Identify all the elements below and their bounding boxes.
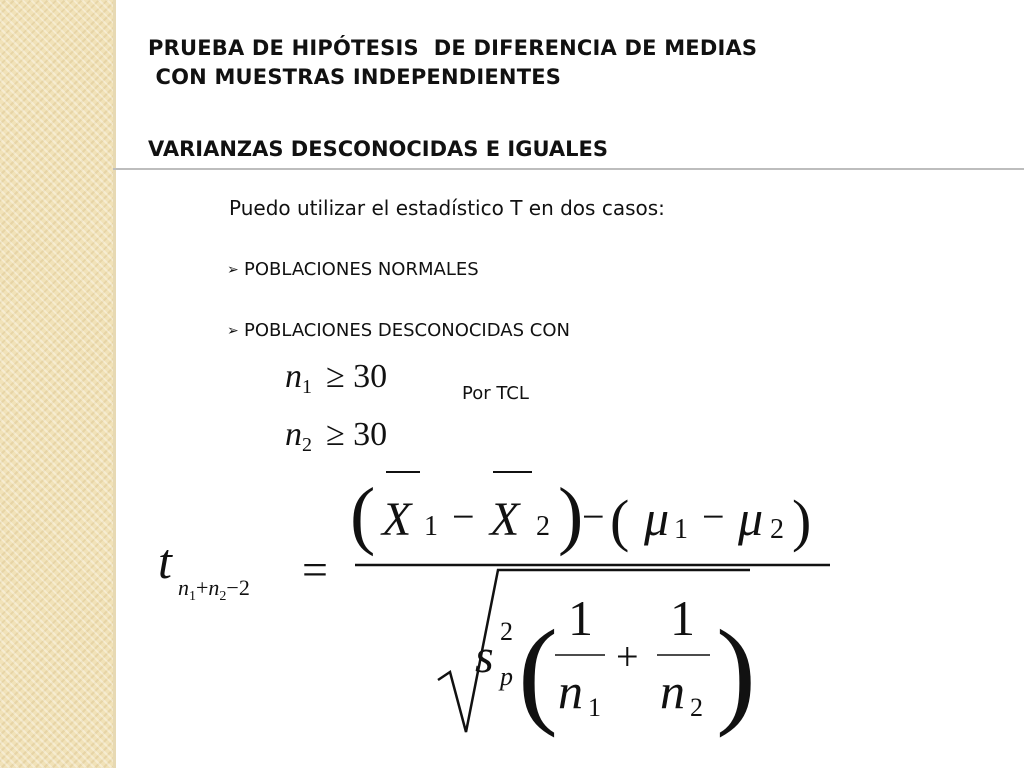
t-symbol: t [158, 533, 172, 589]
svg-text:μ: μ [738, 490, 764, 546]
equals-sign: = [302, 544, 328, 595]
svg-text:): ) [792, 488, 812, 553]
condition-subscript: 1 [302, 376, 312, 398]
svg-text:): ) [558, 473, 584, 557]
condition-relation: ≥ 30 [326, 416, 388, 453]
svg-text:1: 1 [568, 590, 593, 646]
bullet-item-normal [227, 259, 479, 280]
svg-text:2: 2 [690, 693, 703, 722]
svg-text:1: 1 [424, 511, 438, 542]
condition-subscript: 2 [302, 434, 312, 456]
condition-n1 [285, 358, 387, 399]
tcl-note: Por TCL [462, 383, 529, 404]
svg-text:−: − [702, 494, 725, 539]
decorative-side-strip [0, 0, 113, 768]
condition-relation: ≥ 30 [326, 358, 388, 395]
divider [113, 168, 1024, 170]
svg-text:): ) [716, 605, 756, 738]
arrow-bullet-icon: ➢ [227, 262, 239, 278]
title-line-2: CON MUESTRAS INDEPENDIENTES [148, 65, 562, 89]
svg-text:2: 2 [536, 511, 550, 542]
svg-text:n: n [558, 663, 583, 719]
bullet-label: POBLACIONES DESCONOCIDAS CON [244, 320, 570, 341]
svg-text:1: 1 [674, 514, 688, 545]
condition-variable: n [285, 416, 302, 453]
svg-text:+: + [616, 634, 639, 679]
t-subscript: $n_1+n_2-2$ [178, 575, 250, 604]
slide-subtitle: VARIANZAS DESCONOCIDAS E IGUALES [148, 137, 608, 161]
arrow-bullet-icon: ➢ [227, 323, 239, 339]
svg-text:1: 1 [670, 590, 695, 646]
bullet-label: POBLACIONES NORMALES [244, 259, 479, 280]
formula-graphic [150, 450, 850, 750]
svg-text:μ: μ [644, 490, 670, 546]
svg-text:1: 1 [588, 693, 601, 722]
svg-text:s: s [475, 630, 494, 683]
svg-text:−: − [582, 494, 605, 539]
svg-text:(: ( [610, 488, 630, 553]
svg-text:p: p [500, 662, 513, 691]
bullet-item-unknown [227, 320, 570, 341]
svg-text:2: 2 [770, 514, 784, 545]
slide-title [148, 34, 757, 92]
left-paren: ( [350, 473, 376, 557]
svg-text:n: n [660, 663, 685, 719]
condition-variable: n [285, 358, 302, 395]
svg-text:(: ( [518, 605, 558, 738]
intro-text: Puedo utilizar el estadístico T en dos casos: [229, 196, 665, 220]
svg-text:X: X [490, 493, 520, 546]
svg-text:−: − [452, 494, 475, 539]
svg-text:X: X [382, 493, 412, 546]
formula-denominator [438, 570, 756, 738]
formula-numerator [350, 472, 811, 557]
t-statistic-formula [150, 450, 850, 750]
title-line-1: PRUEBA DE HIPÓTESIS DE DIFERENCIA DE MEDIAS [148, 36, 758, 60]
svg-text:2: 2 [500, 617, 513, 646]
